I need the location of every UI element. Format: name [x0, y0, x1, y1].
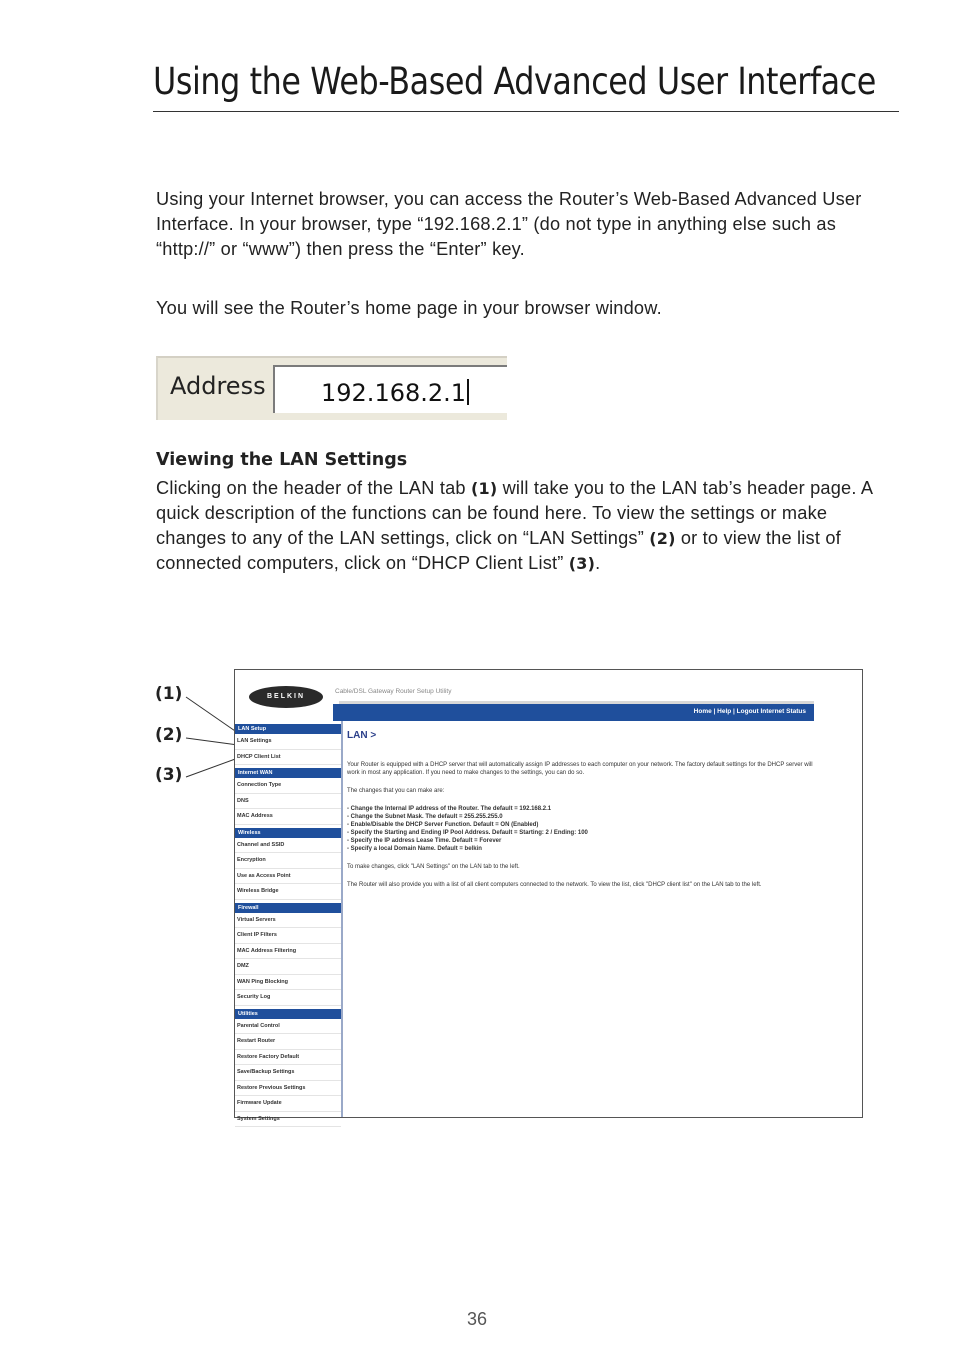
router-main-heading: LAN >	[347, 730, 377, 741]
sidebar-section-header[interactable]: Wireless	[235, 828, 341, 838]
ref-3: (3)	[568, 554, 596, 573]
sidebar-section-header[interactable]: LAN Setup	[235, 724, 341, 734]
sidebar-item[interactable]: Security Log	[235, 990, 341, 1006]
sidebar-item[interactable]: Use as Access Point	[235, 869, 341, 885]
router-tagline: Cable/DSL Gateway Router Setup Utility	[335, 688, 452, 695]
ref-2: (2)	[649, 529, 676, 548]
sidebar-item[interactable]: MAC Address Filtering	[235, 944, 341, 960]
sidebar-section-header[interactable]: Internet WAN	[235, 768, 341, 778]
router-change-item: - Change the Subnet Mask. The default = 255.255.255.0	[347, 814, 503, 820]
leader-line-1	[186, 697, 238, 733]
sidebar-item[interactable]: Client IP Filters	[235, 928, 341, 944]
sidebar-item[interactable]: Firmware Update	[235, 1096, 341, 1112]
callout-1: (1)	[155, 684, 183, 704]
router-sidebar	[235, 721, 343, 1122]
sidebar-item[interactable]: LAN Settings	[235, 734, 341, 750]
router-change-item: - Specify the IP address Lease Time. Default = Forever	[347, 838, 502, 844]
sidebar-item[interactable]: WAN Ping Blocking	[235, 975, 341, 991]
sidebar-item[interactable]: Save/Backup Settings	[235, 1065, 341, 1081]
callout-2: (2)	[155, 725, 183, 745]
router-change-item: - Enable/Disable the DHCP Server Function. Default = ON (Enabled)	[347, 822, 539, 828]
sidebar-item[interactable]: Channel and SSID	[235, 838, 341, 854]
router-change-item: - Specify a local Domain Name. Default = belkin	[347, 846, 482, 852]
sidebar-item[interactable]: DNS	[235, 794, 341, 810]
address-value: 192.168.2.1	[321, 379, 469, 407]
router-change-item: - Change the Internal IP address of the Router. The default = 192.168.2.1	[347, 806, 552, 812]
router-top-nav-bar	[333, 704, 814, 721]
leader-line-2	[186, 738, 238, 745]
sidebar-item[interactable]: Encryption	[235, 853, 341, 869]
address-label: Address	[170, 372, 266, 400]
sidebar-item[interactable]: Restore Factory Default	[235, 1050, 341, 1066]
callout-3: (3)	[155, 765, 183, 785]
sidebar-item[interactable]: Wireless Bridge	[235, 884, 341, 900]
leader-line-3	[186, 758, 238, 777]
sidebar-item[interactable]: Restart Router	[235, 1034, 341, 1050]
router-changes-lead: The changes that you can make are:	[347, 788, 445, 794]
lan-settings-paragraph: Clicking on the header of the LAN tab (1) will take you to the LAN tab’s header page. A quick description of the functions can be found here. To view the settings or make changes to any of the LAN settings, click on “LAN Settings” (2) or to view the list of connected computers, click on “DHCP Client List” (3).	[156, 478, 873, 573]
sidebar-item[interactable]: Parental Control	[235, 1019, 341, 1035]
sidebar-item[interactable]: Virtual Servers	[235, 913, 341, 929]
sidebar-item[interactable]: DMZ	[235, 959, 341, 975]
sidebar-item[interactable]: System Settings	[235, 1112, 341, 1128]
router-client-list-note: The Router will also provide you with a list of all client computers connected to the network. To view the list, click "DHCP client list" on the LAN tab to the left.	[347, 882, 762, 888]
router-save-note: To make changes, click "LAN Settings" on the LAN tab to the left.	[347, 864, 520, 870]
router-changes-list	[347, 805, 814, 853]
sidebar-item[interactable]: Connection Type	[235, 778, 341, 794]
sidebar-section-header[interactable]: Firewall	[235, 903, 341, 913]
router-main-content	[347, 730, 814, 899]
sidebar-item[interactable]: MAC Address	[235, 809, 341, 825]
ref-1: (1)	[470, 479, 498, 498]
section-heading: Viewing the LAN Settings	[156, 450, 408, 470]
belkin-logo: BELKIN	[249, 686, 323, 708]
router-main-intro: Your Router is equipped with a DHCP server that will automatically assign IP addresses to each computer on your network. The factory default settings for the DHCP server will work in most any application. If you need to make changes to the settings, you can do so.	[347, 762, 813, 776]
router-ui-screenshot	[234, 669, 863, 1122]
sidebar-item[interactable]: DHCP Client List	[235, 750, 341, 766]
sidebar-item[interactable]: Restore Previous Settings	[235, 1081, 341, 1097]
intro-paragraph: Using your Internet browser, you can access the Router’s Web-Based Advanced User Interface. In your browser, type “192.168.2.1” (do not type in anything else such as “http://” or “www”) then press the “Enter” key.	[156, 189, 862, 259]
page-title: Using the Web-Based Advanced User Interface	[153, 60, 876, 103]
home-page-paragraph: You will see the Router’s home page in your browser window.	[156, 298, 662, 318]
sidebar-section-header[interactable]: Utilities	[235, 1009, 341, 1019]
page-number: 36	[466, 1309, 488, 1329]
router-top-nav[interactable]: Home | Help | Logout Internet Status	[693, 708, 806, 715]
router-change-item: - Specify the Starting and Ending IP Pool Address. Default = Starting: 2 / Ending: 100	[347, 830, 588, 836]
